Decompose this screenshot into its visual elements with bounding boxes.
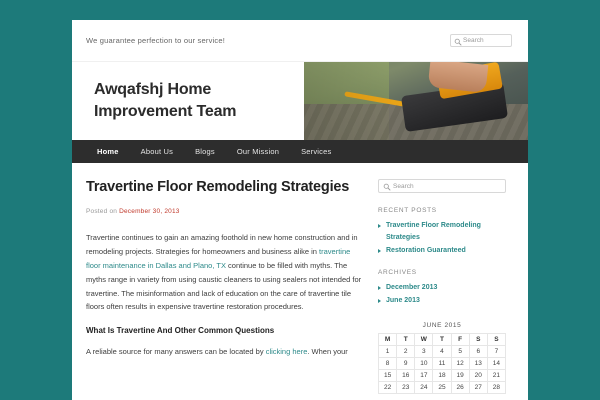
calendar-day[interactable]: 6 <box>469 345 487 357</box>
site-title[interactable]: Awqafshj Home Improvement Team <box>94 81 237 120</box>
calendar-day[interactable]: 14 <box>487 357 505 369</box>
calendar-day[interactable]: 1 <box>379 345 397 357</box>
search-icon <box>454 38 462 46</box>
nav-item-our-mission[interactable]: Our Mission <box>236 147 280 156</box>
post-subheading: What Is Travertine And Other Common Questions <box>86 326 275 336</box>
nav-item-about-us[interactable]: About Us <box>140 147 174 156</box>
list-item <box>378 282 506 294</box>
archive-link-june-2013[interactable]: June 2013 <box>386 297 420 305</box>
top-bar <box>72 20 528 62</box>
post-meta-prefix: Posted on <box>86 208 118 216</box>
calendar-weekday: S <box>469 333 487 345</box>
table-row <box>379 357 506 369</box>
top-search-placeholder: Search <box>463 37 484 44</box>
site-container <box>72 20 528 400</box>
sidebar <box>378 177 506 394</box>
nav-item-blogs[interactable]: Blogs <box>195 147 215 156</box>
paragraph-2-text-before: A reliable source for many answers can be located by <box>86 347 266 357</box>
site-tagline: We guarantee perfection to our service! <box>86 36 225 45</box>
post-date-link[interactable]: December 30, 2013 <box>119 208 180 216</box>
travertine-maintenance-link[interactable]: travertine floor maintenance in Dallas and Plano, TX <box>86 246 351 270</box>
calendar-day[interactable]: 13 <box>469 357 487 369</box>
calendar-day[interactable]: 12 <box>451 357 469 369</box>
calendar-day[interactable]: 11 <box>433 357 451 369</box>
calendar-day[interactable]: 15 <box>379 369 397 381</box>
nav-item-home[interactable]: Home <box>97 147 119 156</box>
calendar-day[interactable]: 10 <box>415 357 433 369</box>
list-item <box>378 245 506 257</box>
list-item <box>378 220 506 243</box>
calendar-day[interactable]: 20 <box>469 369 487 381</box>
paragraph-1-text-after: continue to be filled with myths. The myths range in variety from using caustic cleaners to using sealers not intended for travertine. The misinformation and lack of education on the care of travertine tile floors often results in expensive travertine restoration procedures. <box>86 260 362 312</box>
calendar-header-row <box>379 333 506 345</box>
main-column <box>86 177 364 394</box>
sidebar-search-field[interactable] <box>378 179 506 193</box>
post-paragraph-1 <box>86 231 364 314</box>
nav-item-services[interactable]: Services <box>301 147 332 156</box>
calendar-weekday: S <box>487 333 505 345</box>
calendar-day[interactable]: 4 <box>433 345 451 357</box>
calendar-weekday: T <box>433 333 451 345</box>
recent-post-link-2[interactable]: Restoration Guaranteed <box>386 247 466 255</box>
sidebar-search-placeholder: Search <box>393 182 414 190</box>
page-title: Travertine Floor Remodeling Strategies <box>86 179 350 195</box>
calendar-day[interactable]: 24 <box>415 381 433 393</box>
table-row <box>379 381 506 393</box>
calendar-day[interactable]: 23 <box>397 381 415 393</box>
main-navigation <box>72 140 528 163</box>
archives-list <box>378 282 506 307</box>
calendar-day[interactable]: 25 <box>433 381 451 393</box>
site-title-area <box>72 62 304 140</box>
calendar-weekday: F <box>451 333 469 345</box>
widget-recent-posts <box>378 207 506 257</box>
calendar-day[interactable]: 16 <box>397 369 415 381</box>
calendar-day[interactable]: 8 <box>379 357 397 369</box>
calendar-day[interactable]: 21 <box>487 369 505 381</box>
widget-archives <box>378 269 506 307</box>
calendar-day[interactable]: 2 <box>397 345 415 357</box>
paragraph-2-text-after: . When your <box>307 347 348 357</box>
photo-shading-overlay <box>304 62 528 140</box>
site-header-banner <box>72 62 528 140</box>
calendar-day[interactable]: 18 <box>433 369 451 381</box>
post-paragraph-2 <box>86 345 364 359</box>
calendar-weekday: T <box>397 333 415 345</box>
post-meta <box>86 208 364 215</box>
calendar-day[interactable]: 28 <box>487 381 505 393</box>
search-icon <box>383 183 391 191</box>
widget-title-archives: ARCHIVES <box>378 268 417 276</box>
calendar-day[interactable]: 7 <box>487 345 505 357</box>
recent-posts-list <box>378 220 506 257</box>
calendar-day[interactable]: 19 <box>451 369 469 381</box>
recent-post-link-1[interactable]: Travertine Floor Remodeling Strategies <box>386 222 481 241</box>
calendar-widget <box>378 319 506 394</box>
calendar-day[interactable]: 27 <box>469 381 487 393</box>
calendar-day[interactable]: 17 <box>415 369 433 381</box>
calendar-weekday: W <box>415 333 433 345</box>
calendar-weekday: M <box>379 333 397 345</box>
header-photo <box>304 62 528 140</box>
archive-link-december-2013[interactable]: December 2013 <box>386 283 438 291</box>
calendar-day[interactable]: 22 <box>379 381 397 393</box>
paragraph-1-text-before: Travertine continues to gain an amazing foothold in new home construction and in remodeling projects. Strategies for homeowners and business alike in <box>86 233 358 256</box>
post-body <box>86 231 364 359</box>
list-item <box>378 295 506 307</box>
calendar-day[interactable]: 5 <box>451 345 469 357</box>
widget-title-recent-posts: RECENT POSTS <box>378 207 437 214</box>
calendar-day[interactable]: 3 <box>415 345 433 357</box>
calendar-caption: JUNE 2015 <box>422 321 462 329</box>
click-here-link[interactable]: clicking here <box>265 347 308 357</box>
calendar-day[interactable]: 26 <box>451 381 469 393</box>
table-row <box>379 345 506 357</box>
table-row <box>379 369 506 381</box>
calendar-day[interactable]: 9 <box>397 357 415 369</box>
top-search-field[interactable] <box>450 34 512 47</box>
content-area <box>72 163 528 394</box>
